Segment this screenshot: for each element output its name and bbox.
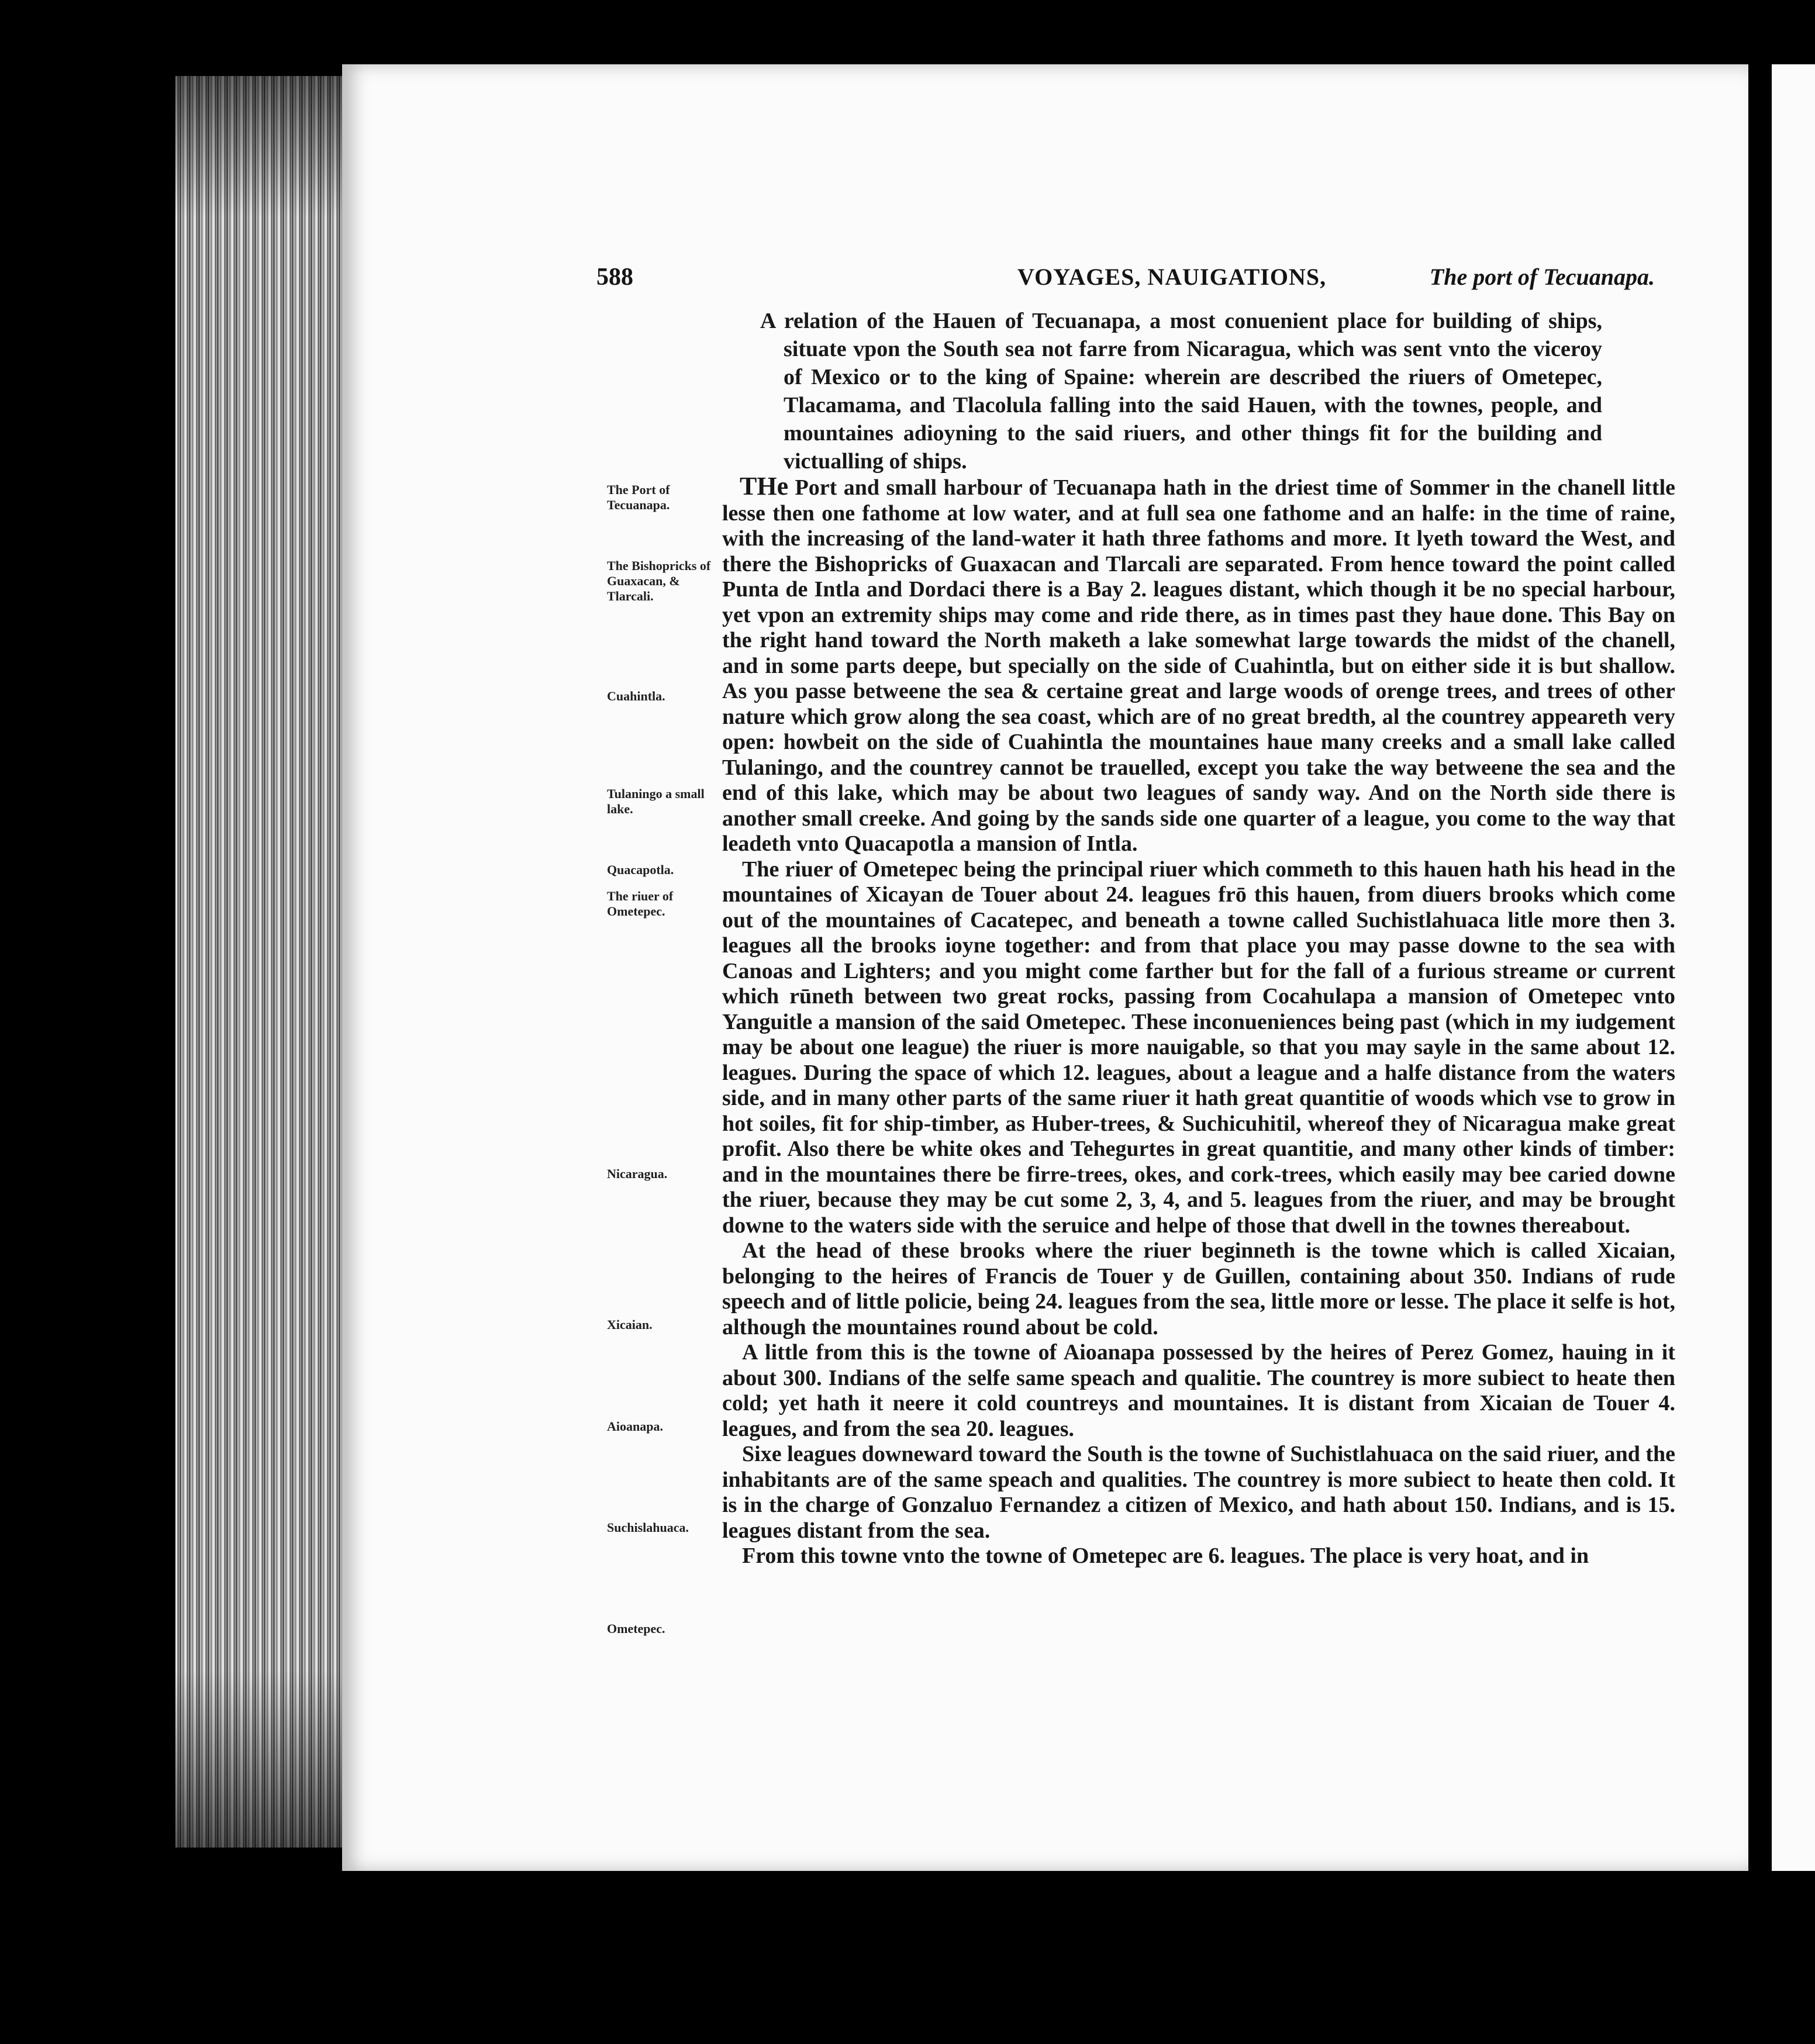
side-note: Xicaian.	[607, 1317, 653, 1332]
paragraph: Sixe leagues downeward toward the South is the towne of Suchistlahuaca on the said riuer, and the inhabitants are of the same speach and qualities. The countrey is more subiect to heate then cold. It is in the charge of Gonzaluo Fernandez a citizen of Mexico, and hath about 150. Indians, and is 15. leagues distant from the sea.	[722, 1442, 1675, 1543]
side-note: Tulaningo a small lake.	[607, 786, 705, 816]
paragraph: A little from this is the towne of Aioanapa possessed by the heires of Perez Gomez, hauing in it about 300. Indians of the selfe same speach and qualitie. The countrey is more subiect to heate then cold; yet hath it neere it cold countreys and mountaines. It is distant from Xicaian de Touer 4. leagues, and from the sea 20. leagues.	[722, 1340, 1675, 1441]
facing-page-edge	[1772, 64, 1815, 1871]
running-title: VOYAGES, NAUIGATIONS,	[1017, 264, 1327, 290]
body-text	[722, 474, 1675, 1569]
side-note: Ometepec.	[607, 1621, 665, 1636]
paragraph-text: Port and small harbour of Tecuanapa hath in the driest time of Sommer in the chanell little lesse then one fathome at low water, and at full sea one fathome and an halfe: in the time of raine, with the increasing of the land-water it hath three fathoms and more. It lyeth toward the West, and there the Bishopricks of Guaxacan and Tlarcali are separated. From hence toward the point called Punta de Intla and Dordaci there is a Bay 2. leagues distant, which though it be no special harbour, yet vpon an extremity ships may come and ride there, as in times past they haue done. This Bay on the right hand toward the North maketh a lake somewhat large towards the midst of the chanell, and in some parts deepe, but specially on the side of Cuahintla, but on either side it is but shallow. As you passe betweene the sea & certaine great and large woods of orenge trees, and trees of other nature which grow along the sea coast, which are of no great bredth, al the countrey appeareth very open: howbeit on the side of Cuahintla the mountaines haue many creeks and a small lake called Tulaningo, and the countrey cannot be trauelled, except you take the way betweene the sea and the end of this lake, which may be about two leagues of sandy way. And on the North side there is another small creeke. And going by the sands side one quarter of a league, you come to the way that leadeth vnto Quacapotla a mansion of Intla.	[722, 475, 1675, 856]
paragraph: From this towne vnto the towne of Ometepec are 6. leagues. The place is very hoat, and in	[742, 1544, 1589, 1568]
side-note: Aioanapa.	[607, 1419, 663, 1434]
chapter-heading: A relation of the Hauen of Tecuanapa, a most conuenient place for building of ships, situate vpon the South sea not farre from Nicaragua, which was sent vnto the viceroy of Mexico or to the king of Spaine: wherein are described the riuers of Ometepec, Tlacamama, and Tlacolula falling into the said Hauen, with the townes, people, and mountaines adioyning to the said riuers, and other things fit for the building and victualling of ships.	[760, 309, 1602, 474]
paragraph: At the head of these brooks where the riuer beginneth is the towne which is called Xicaian, belonging to the heires of Francis de Touer y de Guillen, containing about 350. Indians of rude speech and of little policie, being 24. leagues from the sea, little more or lesse. The place it selfe is hot, although the mountaines round about be cold.	[722, 1238, 1675, 1339]
side-note: Suchislahuaca.	[607, 1520, 689, 1535]
book-page-edges	[175, 76, 342, 1848]
side-note: Quacapotla.	[607, 862, 674, 877]
side-note: The riuer of Ometepec.	[607, 889, 674, 919]
side-note: Cuahintla.	[607, 689, 665, 703]
paragraph-opening: THe	[740, 472, 789, 500]
paragraph: The riuer of Ometepec being the principal riuer which commeth to this hauen hath his head in the mountaines of Xicayan de Touer about 24. leagues frō this hauen, from diuers brooks which come out of the mountaines of Cacatepec, and beneath a towne called Suchistlahuaca litle more then 3. leagues all the brooks ioyne together: and from that place you may passe downe to the sea with Canoas and Lighters; and you might come farther but for the fall of a furious streame or current which rūneth between two great rocks, passing from Cocahulapa a mansion of Ometepec vnto Yanguitle a mansion of the said Ometepec. These inconueniences being past (which in my iudgement may be about one league) the riuer is more nauigable, so that you may sayle in the same about 12. leagues. During the space of which 12. leagues, about a league and a halfe distance from the waters side, and in many other parts of the same riuer it hath great quantitie of woods which vse to grow in hot soiles, fit for ship-timber, as Huber-trees, & Suchicuhitil, whereof they of Nicaragua make great profit. Also there be white okes and Tehegurtes in great quantitie, and many other kinds of timber: and in the mountaines there be firre-trees, okes, and cork-trees, which easily may bee caried downe the riuer, because they may be cut some 2, 3, 4, and 5. leagues from the riuer, and may be brought downe to the waters side with the seruice and helpe of those that dwell in the townes thereabout.	[722, 857, 1675, 1238]
side-note: Nicaragua.	[607, 1166, 668, 1181]
page-number: 588	[596, 264, 633, 291]
side-note: The Bishopricks of Guaxacan, & Tlarcali.	[607, 558, 711, 603]
section-title: The port of Tecuanapa.	[1429, 264, 1655, 290]
paragraph	[722, 474, 1675, 857]
side-note: The Port of Tecuanapa.	[607, 482, 670, 512]
page-header	[596, 263, 1655, 298]
